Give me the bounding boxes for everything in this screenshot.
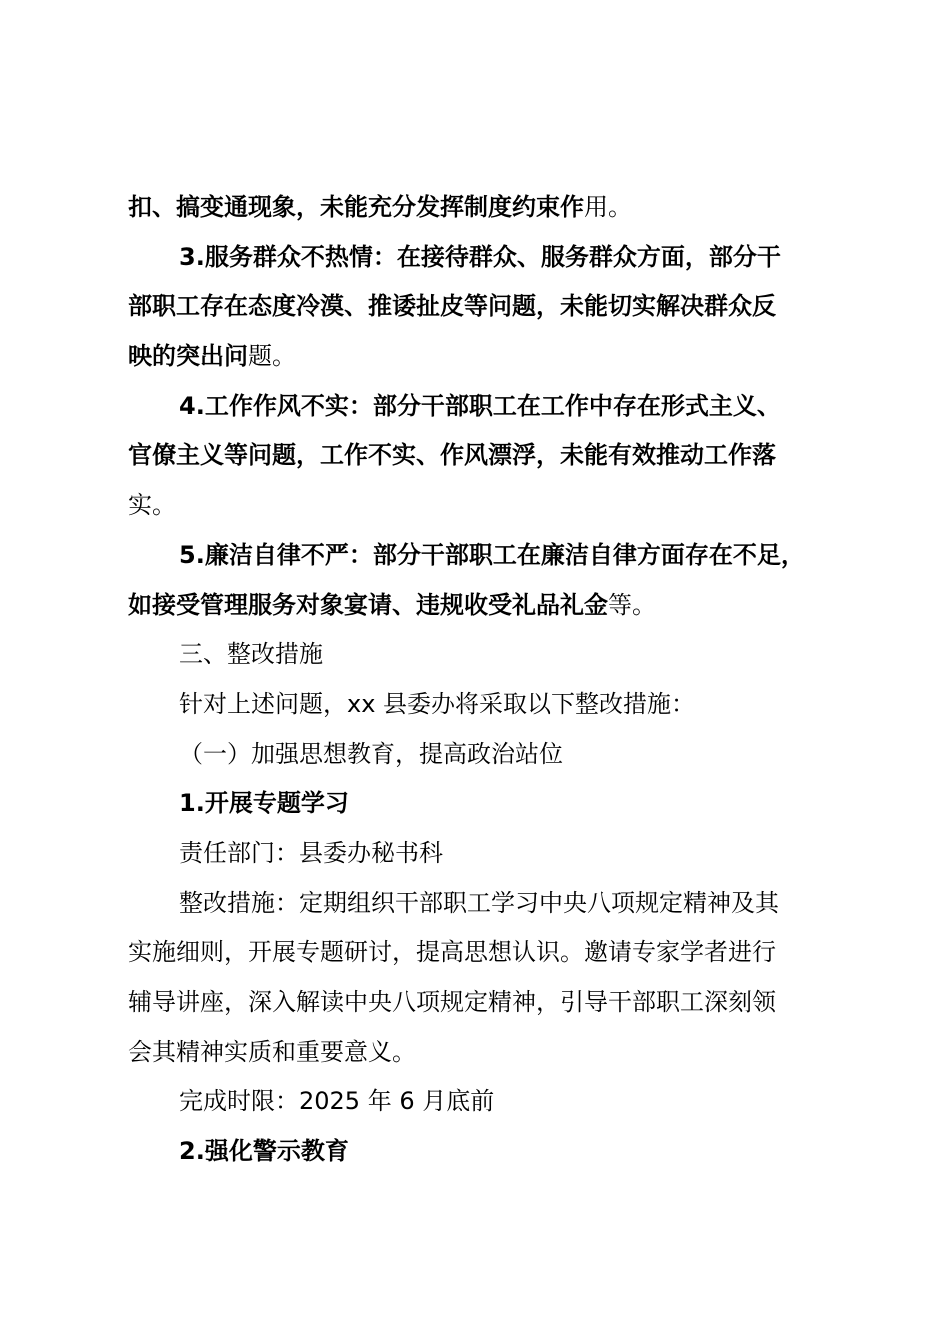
measure-1-text-line-2: 实施细则，开展专题研讨，提高思想认识。邀请专家学者进行 [128, 938, 776, 967]
item-3-line-2: 部职工存在态度冷漠、推诿扯皮等问题，未能切实解决群众反 [128, 292, 776, 321]
measure-2-title: 2.强化警示教育 [179, 1137, 349, 1166]
measure-1-department: 责任部门：县委办秘书科 [179, 838, 443, 867]
subsection-1-heading: （一）加强思想教育，提高政治站位 [179, 739, 563, 768]
item-4-line-2: 官僚主义等问题，工作不实、作风漂浮，未能有效推动工作落 [128, 441, 776, 470]
item-4-line-1: 4.工作作风不实：部分干部职工在工作中存在形式主义、 [179, 391, 781, 420]
item-5-line-2-normal: 等。 [608, 590, 656, 619]
intro-paragraph: 针对上述问题，xx 县委办将采取以下整改措施： [179, 689, 696, 718]
item-2-continuation [128, 183, 844, 233]
measure-1-text-line-3: 辅导讲座，深入解读中央八项规定精神，引导干部职工深刻领 [128, 988, 776, 1016]
item-5-line-1: 5.廉洁自律不严：部分干部职工在廉洁自律方面存在不足， [179, 540, 805, 569]
item-3-line-3-bold: 映的突出问 [128, 342, 248, 371]
document-body [128, 183, 844, 1177]
item-5-line-2-bold: 如接受管理服务对象宴请、违规收受礼品礼金 [128, 590, 608, 619]
item-4-line-3: 实。 [128, 491, 176, 520]
measure-1-title: 1.开展专题学习 [179, 789, 349, 818]
measure-1-deadline: 完成时限：2025 年 6 月底前 [179, 1087, 495, 1116]
item-2-end-bold: 扣、搞变通现象，未能充分发挥制度约束作 [128, 193, 584, 221]
measure-1-text-line-4: 会其精神实质和重要意义。 [128, 1037, 416, 1066]
section-3-heading: 三、整改措施 [179, 640, 323, 669]
item-3-line-3 [128, 332, 844, 382]
item-3-line-3-normal: 题。 [248, 342, 296, 371]
item-5-line-2 [128, 581, 844, 631]
item-2-end-normal: 用。 [584, 193, 632, 221]
item-3-line-1: 3.服务群众不热情：在接待群众、服务群众方面，部分干 [179, 242, 781, 271]
measure-1-text-line-1: 整改措施：定期组织干部职工学习中央八项规定精神及其 [179, 888, 779, 917]
